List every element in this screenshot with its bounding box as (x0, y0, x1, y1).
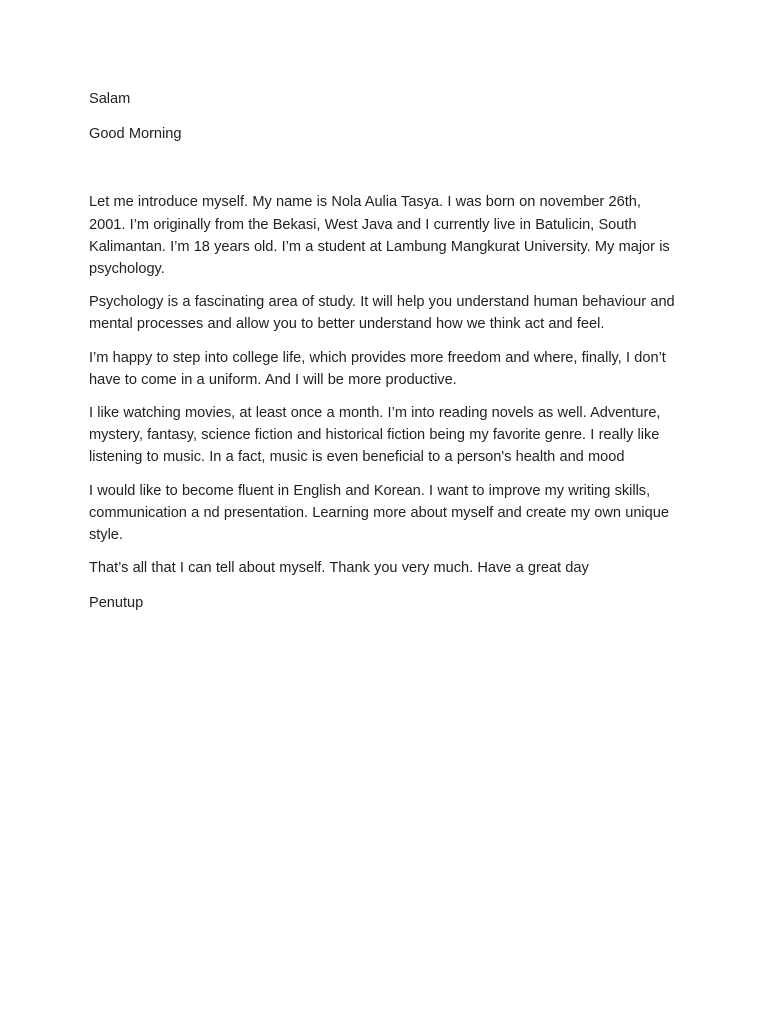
closing-thanks: That’s all that I can tell about myself. Thank you very much. Have a great day (89, 560, 589, 577)
paragraph-goals: I would like to become fluent in English and Korean. I want to improve my writing skills, communication a nd presentation. Learning more about myself and create my own unique style. (89, 482, 669, 544)
closing-sign-off: Penutup (89, 595, 144, 612)
document-text-body (89, 88, 675, 615)
paragraph-introduction: Let me introduce myself. My name is Nola Aulia Tasya. I was born on november 26th, 2001. I’m originally from the Bekasi, West Java and I currently live in Batulicin, South Kalimantan. I’m 18 years old. I’m a student at Lambung Mangkurat University. My major is psychology. (89, 194, 670, 278)
salutation-line-1: Salam (89, 91, 131, 107)
paragraph-college-life: I’m happy to step into college life, which provides more freedom and where, finally, I don’t have to come in a uniform. And I will be more productive. (89, 349, 666, 388)
paragraph-hobbies: I like watching movies, at least once a month. I’m into reading novels as well. Adventure, mystery, fantasy, science fiction and historical fiction being my favorite genre. I really like listening to music. In a fact, music is even beneficial to a person's health and mood (89, 405, 661, 466)
salutation-line-2: Good Morning (89, 126, 182, 143)
paragraph-psychology: Psychology is a fascinating area of study. It will help you understand human behaviour and mental processes and allow you to better understand how we think act and feel. (89, 294, 675, 333)
